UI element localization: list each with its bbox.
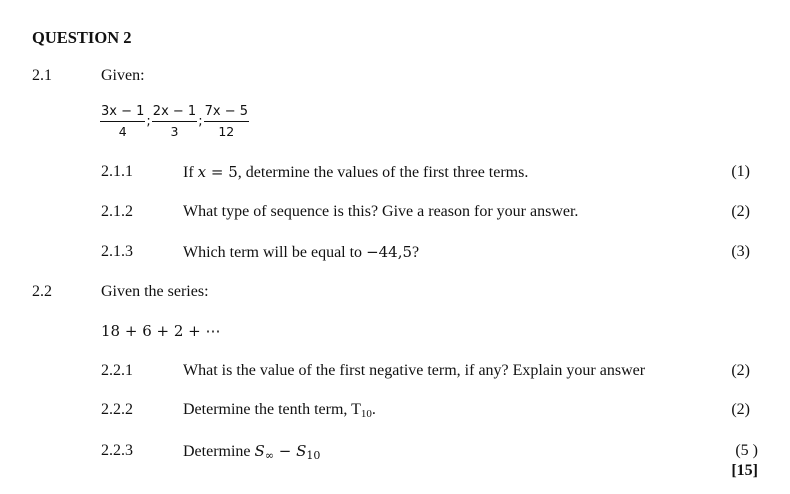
question-title: QUESTION 2	[32, 28, 132, 47]
item-text-2-2-3: Determine $S_\infty - S_{10}$	[183, 442, 321, 462]
item-number-2-1-2: 2.1.2	[101, 203, 133, 220]
item-number-2-1-1: 2.1.1	[101, 163, 133, 180]
term-separator: ;	[146, 114, 151, 129]
item-number-2-1-3: 2.1.3	[101, 243, 133, 260]
term-3	[204, 104, 249, 139]
sequence-expression	[100, 104, 249, 139]
term-1-denominator: 4	[118, 124, 127, 139]
marks-2-1-1: (1)	[731, 163, 750, 180]
term-2	[152, 104, 197, 139]
term-1	[100, 104, 145, 139]
item-text-2-2-1: What is the value of the first negative term, if any? Explain your answer	[183, 362, 646, 379]
marks-2-2-2: (2)	[731, 401, 750, 418]
term-3-numerator: 7x − 5	[204, 104, 249, 122]
term-3-denominator: 12	[218, 124, 235, 139]
marks-2-1-2: (2)	[731, 203, 750, 220]
item-number-2-2-1: 2.2.1	[101, 362, 133, 379]
section-number-2-1: 2.1	[32, 67, 52, 84]
total-marks: [15]	[731, 462, 758, 479]
series-expression: 18 + 6 + 2 + ⋯	[101, 322, 221, 340]
item-text-2-1-1: If x = 5, determine the values of the first three terms.	[183, 163, 529, 181]
section-intro-2-2: Given the series:	[101, 283, 209, 300]
term-2-numerator: 2x − 1	[152, 104, 197, 122]
item-text-2-1-2: What type of sequence is this? Give a reason for your answer.	[183, 203, 579, 220]
marks-2-1-3: (3)	[731, 243, 750, 260]
section-number-2-2: 2.2	[32, 283, 52, 300]
term-separator: ;	[198, 114, 203, 129]
term-1-numerator: 3x − 1	[100, 104, 145, 122]
item-text-2-1-3: Which term will be equal to −44,5?	[183, 243, 420, 261]
marks-2-2-3: (5 )	[735, 442, 758, 459]
section-intro-2-1: Given:	[101, 67, 145, 84]
item-text-2-2-2: Determine the tenth term, $T_{10}$.	[183, 401, 376, 420]
marks-2-2-1: (2)	[731, 362, 750, 379]
term-2-denominator: 3	[170, 124, 179, 139]
item-number-2-2-2: 2.2.2	[101, 401, 133, 418]
item-number-2-2-3: 2.2.3	[101, 442, 133, 459]
